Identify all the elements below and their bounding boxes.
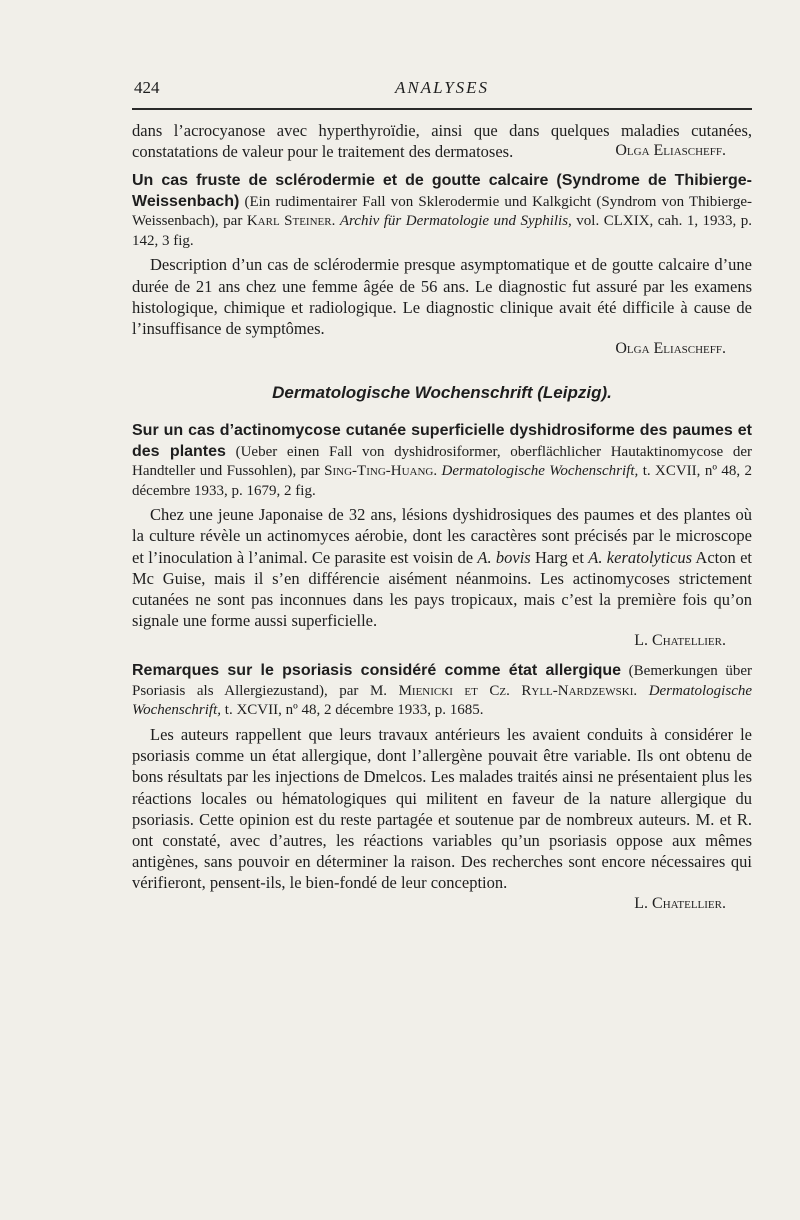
article-signature: Olga Eliascheff. — [615, 340, 726, 358]
article-sclerodermie — [132, 171, 752, 359]
article-original-title: (Ueber einen Fall von dyshidrosiformer, oberflächlicher Hautaktinomycose der Handteller und Fussohlen), par — [132, 443, 752, 480]
article-original-title: (Bemerkungen über Psoriasis als Allergiezustand), par — [132, 663, 753, 699]
article-journal: Archiv für Dermatologie und Syphilis, — [339, 213, 572, 230]
journal-heading: Dermatologische Wochenschrift (Leipzig). — [272, 383, 612, 403]
article-author: Sing-Ting-Huang. — [324, 463, 438, 480]
article-citation — [132, 171, 752, 251]
article-citation — [132, 661, 752, 721]
article-psoriasis — [132, 661, 752, 913]
intro-signature: Olga Eliascheff. — [615, 142, 726, 160]
article-citation-details: t. XCVII, nº 48, 2 décembre 1933, p. 1685. — [224, 702, 484, 719]
header-rule — [132, 108, 752, 110]
article-author: Karl Steiner. — [246, 213, 336, 230]
species-name: A. keratolyticus — [588, 547, 693, 567]
article-journal: Dermatologische Wochenschrift, — [441, 463, 639, 480]
article-actinomycose — [132, 421, 752, 651]
running-title: ANALYSES — [394, 78, 490, 97]
article-body: Description d’un cas de sclérodermie presque asymptomatique et de goutte calcaire d’une durée de 21 ans chez une femme âgée de 56 ans. Le diagnostic fut assuré par les examens histologique, chimique et radiologique. Le diagnostic clinique avait été difficile à cause de l’insuffisance de symptômes. — [132, 255, 752, 339]
article-signature: L. Chatellier. — [634, 632, 726, 650]
species-name: A. bovis — [477, 547, 531, 567]
article-body: Chez une jeune Japonaise de 32 ans, lésions dyshidrosiques des paumes et des plantes où la culture révèle un actinomyces aérobie, dont les caractères sont précisés par le microscope et l’inoculation à l’animal. Ce parasite est voisin de A. bovis Harg et A. keratolyticus Acton et Mc Guise, mais il s’en différencie aisément néanmoins. Les actinomycoses strictement cutanées ne sont pas inconnues dans les pays tropicaux, mais c’est la première fois qu’on signale une forme aussi superficielle. — [132, 505, 752, 631]
article-citation — [132, 421, 752, 501]
intro-paragraph: dans l’acrocyanose avec hyperthyroïdie, ainsi que dans quelques maladies cutanées, constatations de valeur pour le traitement des dermatoses. — [132, 121, 752, 162]
article-title: Un cas fruste de sclérodermie et de goutte calcaire (Syndrome de Thibierge-Weissenbach) — [132, 172, 752, 210]
page-header — [132, 76, 752, 102]
article-author: M. Mienicki et Cz. Ryll-Nardzewski. — [369, 682, 638, 699]
page — [132, 76, 752, 924]
article-signature: L. Chatellier. — [634, 894, 726, 912]
article-citation-details: vol. CLXIX, cah. 1, 1933, p. 142, 3 fig. — [132, 213, 753, 249]
article-title: Sur un cas d’actinomycose cutanée superficielle dyshidrosiforme des paumes et des plantes — [132, 422, 752, 460]
article-body: Les auteurs rappellent que leurs travaux antérieurs les avaient conduits à considérer le psoriasis comme un état allergique, dont l’allergène pouvait être variable. Ils ont obtenu de bons résultats par les injections de Dmelcos. Les malades traités ainsi ne présentaient plus les réactions locales ou hématologiques qui militent en faveur de la nature allergique du psoriasis. Cette opinion est du reste partagée et soutenue par de nombreux auteurs. M. et R. ont constaté, avec d’autres, les réactions variables qu’un psoriasis oppose aux mêmes antigènes, sans pouvoir en déterminer la raison. Des recherches sont encore nécessaires qui vérifieront, pensent-ils, le bien-fondé de leur conception. — [132, 724, 752, 893]
article-title: Remarques sur le psoriasis considéré comme état allergique — [132, 662, 622, 680]
article-original-title: (Ein rudimentairer Fall von Sklerodermie und Kalkgicht (Syndrom von Thibierge-Weissenbach), par — [132, 193, 752, 230]
article-citation-details: t. XCVII, nº 48, 2 décembre 1933, p. 1679, 2 fig. — [132, 463, 753, 499]
page-number: 424 — [134, 78, 160, 97]
article-journal: Dermatologische Wochenschrift, — [132, 682, 753, 719]
